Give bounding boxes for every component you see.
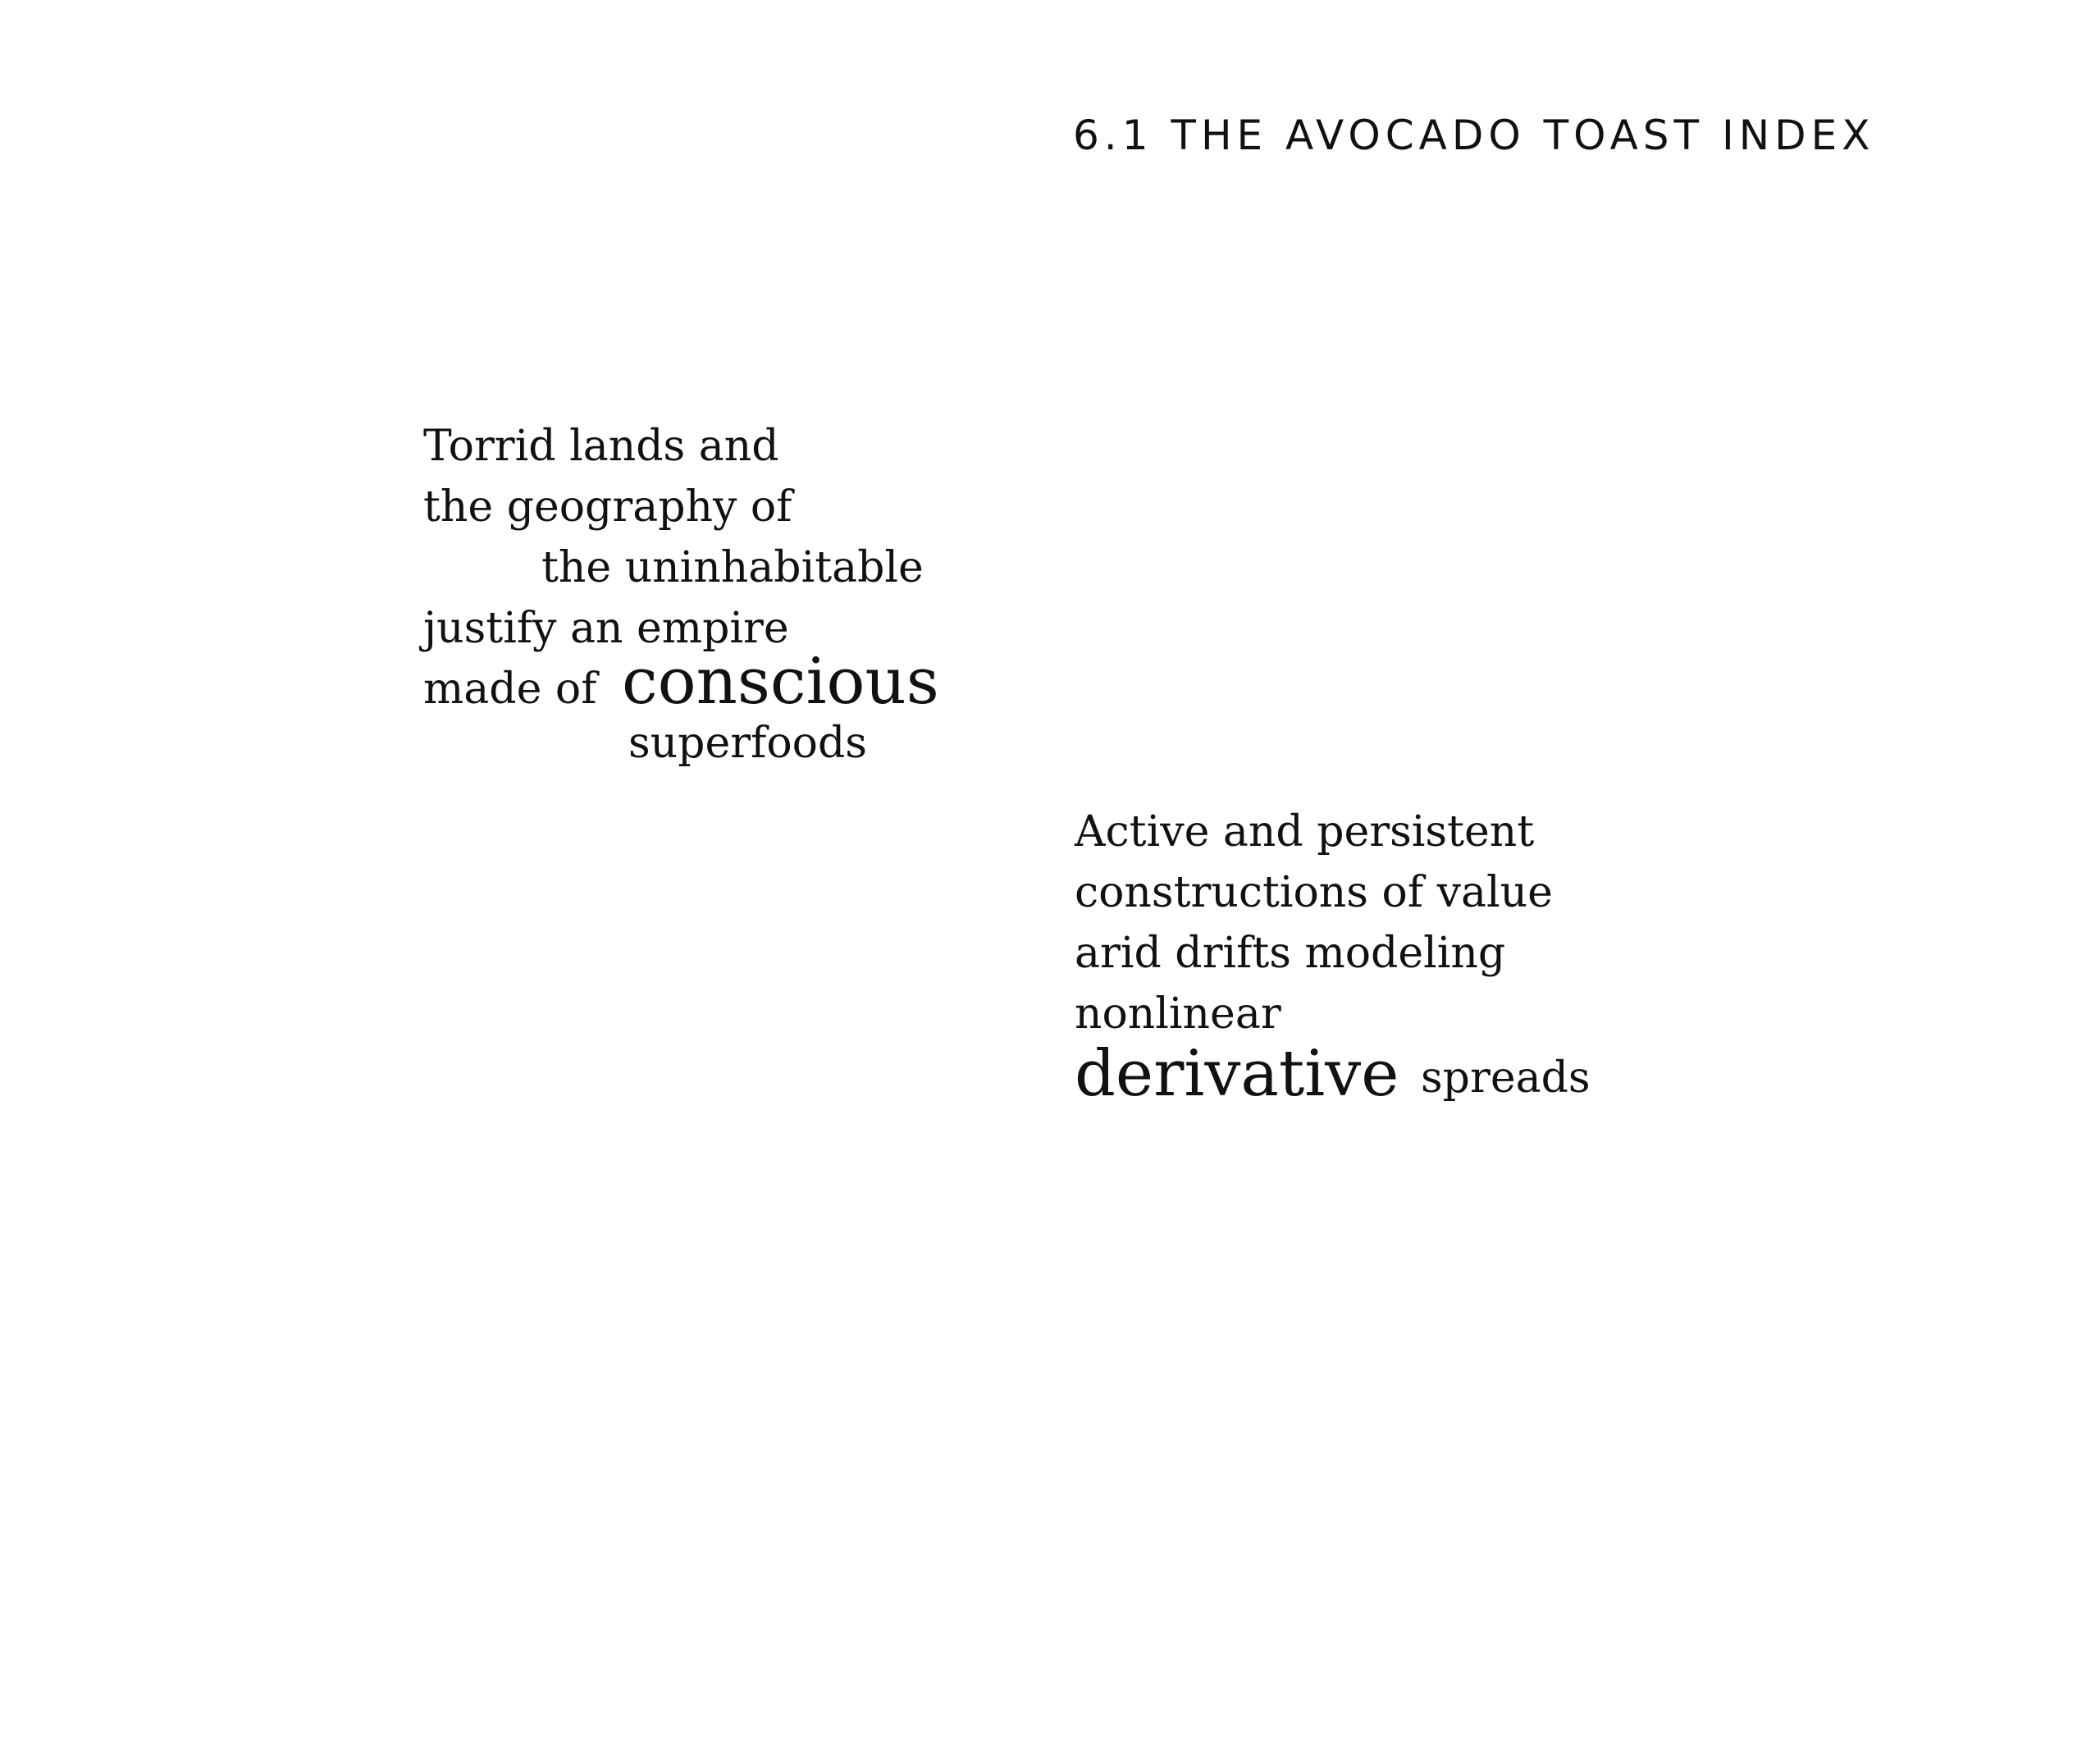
- poem-line: constructions of value: [1075, 868, 1553, 917]
- poem-line: made of: [423, 665, 597, 714]
- poem-line: justify an empire: [423, 604, 789, 653]
- poem-line: spreads: [1421, 1053, 1591, 1103]
- emphasis-word: conscious: [622, 645, 939, 719]
- poem-line: the geography of: [423, 482, 792, 532]
- poem-line: the uninhabitable: [541, 543, 924, 592]
- poem-line: arid drifts modeling: [1075, 929, 1506, 978]
- poem-line: Torrid lands and: [423, 422, 779, 471]
- poem-line: Active and persistent: [1075, 807, 1535, 857]
- poem-line: nonlinear: [1075, 989, 1281, 1039]
- poem-line: superfoods: [628, 719, 867, 768]
- page-title: 6.1 THE AVOCADO TOAST INDEX: [1073, 112, 1875, 159]
- emphasis-word: derivative: [1075, 1037, 1399, 1111]
